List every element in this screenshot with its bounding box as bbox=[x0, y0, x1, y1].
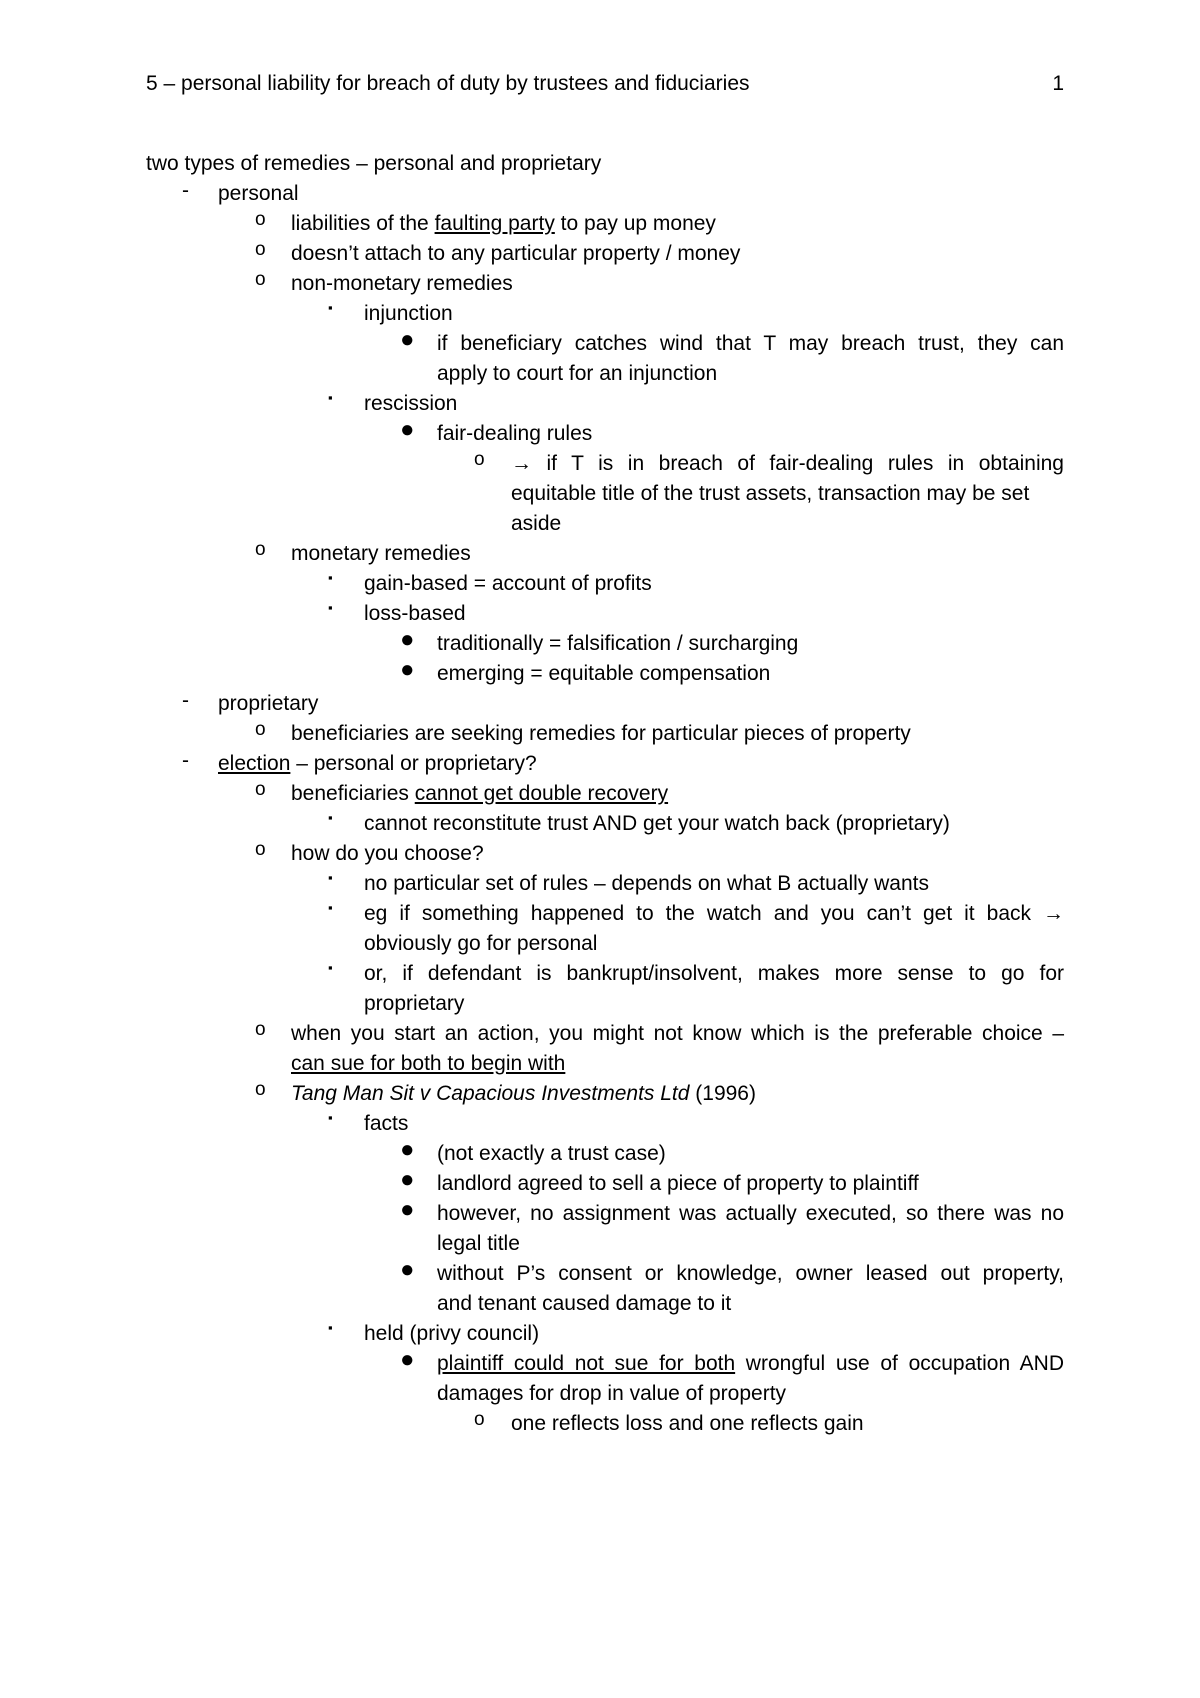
outline-line-continuation bbox=[0, 989, 1200, 1019]
outline-text bbox=[437, 1199, 1064, 1229]
underlined-text: cannot get double recovery bbox=[414, 782, 669, 805]
outline-text bbox=[364, 389, 1064, 419]
outline-text bbox=[437, 419, 1064, 449]
square-bullet: ▪ bbox=[328, 900, 333, 915]
case-name: Tang Man Sit v Capacious Investments Ltd bbox=[291, 1082, 690, 1105]
outline-text bbox=[291, 839, 1064, 869]
text-segment: or, if defendant is bankrupt/insolvent, makes more sense to go for bbox=[364, 962, 1064, 985]
dot-bullet: ● bbox=[400, 1346, 415, 1373]
text-segment: held (privy council) bbox=[364, 1322, 540, 1345]
text-segment: traditionally = falsification / surcharging bbox=[437, 632, 799, 655]
outline-line-continuation bbox=[0, 359, 1200, 389]
outline-item bbox=[0, 299, 1200, 329]
dot-bullet: ● bbox=[400, 1256, 415, 1283]
text-segment: if beneficiary catches wind that T may breach trust, they can bbox=[437, 332, 1064, 355]
outline-item bbox=[0, 1346, 1200, 1379]
outline-item bbox=[0, 389, 1200, 419]
outline-item bbox=[0, 1319, 1200, 1349]
square-bullet: ▪ bbox=[328, 570, 333, 585]
outline-text bbox=[291, 1049, 1064, 1079]
text-segment: equitable title of the trust assets, transaction may be set bbox=[511, 482, 1030, 505]
text-segment: doesn’t attach to any particular property / money bbox=[291, 242, 741, 265]
circle-bullet: o bbox=[255, 269, 266, 290]
text-segment: apply to court for an injunction bbox=[437, 362, 718, 385]
outline-item bbox=[0, 1166, 1200, 1199]
outline-text bbox=[291, 779, 1064, 809]
text-segment: cannot reconstitute trust AND get your watch back (proprietary) bbox=[364, 812, 950, 835]
outline-text bbox=[437, 1229, 1064, 1259]
outline-text bbox=[364, 899, 1064, 929]
circle-bullet: o bbox=[474, 1409, 485, 1430]
outline-text bbox=[364, 599, 1064, 629]
outline-item bbox=[0, 1136, 1200, 1169]
underlined-text: election bbox=[218, 752, 291, 775]
outline-text bbox=[437, 1259, 1064, 1289]
outline-text bbox=[364, 869, 1064, 899]
outline-item bbox=[0, 749, 1200, 779]
text-segment: landlord agreed to sell a piece of property to plaintiff bbox=[437, 1172, 919, 1195]
text-segment: without P’s consent or knowledge, owner leased out property, bbox=[437, 1262, 1064, 1285]
circle-bullet: o bbox=[255, 1079, 266, 1100]
underlined-text: plaintiff could not sue for both bbox=[437, 1352, 736, 1375]
outline-text bbox=[364, 929, 1064, 959]
outline-text bbox=[437, 1139, 1064, 1169]
text-segment: however, no assignment was actually executed, so there was no bbox=[437, 1202, 1064, 1225]
underlined-text: faulting party bbox=[434, 212, 555, 235]
dot-bullet: ● bbox=[400, 1166, 415, 1193]
outline-item bbox=[0, 1409, 1200, 1439]
outline-item bbox=[0, 1079, 1200, 1109]
outline-item bbox=[0, 809, 1200, 839]
text-segment: monetary remedies bbox=[291, 542, 471, 565]
text-segment: beneficiaries bbox=[291, 782, 415, 805]
text-segment: facts bbox=[364, 1112, 409, 1135]
circle-bullet: o bbox=[255, 539, 266, 560]
outline-item bbox=[0, 179, 1200, 209]
outline-item bbox=[0, 416, 1200, 449]
text-segment: → if T is in breach of fair-dealing rules in obtaining bbox=[511, 452, 1064, 475]
dash-bullet: - bbox=[182, 179, 189, 202]
text-segment: liabilities of the bbox=[291, 212, 435, 235]
outline-text bbox=[364, 959, 1064, 989]
circle-bullet: o bbox=[255, 779, 266, 800]
outline-text bbox=[291, 539, 1064, 569]
text-segment: rescission bbox=[364, 392, 458, 415]
outline-text bbox=[364, 809, 1064, 839]
square-bullet: ▪ bbox=[328, 1320, 333, 1335]
outline-text bbox=[511, 509, 1064, 539]
outline-text bbox=[291, 209, 1064, 239]
outline-item bbox=[0, 839, 1200, 869]
text-segment: and tenant caused damage to it bbox=[437, 1292, 732, 1315]
outline-text bbox=[511, 1409, 1064, 1439]
circle-bullet: o bbox=[474, 449, 485, 470]
text-segment: eg if something happened to the watch and you can’t get it back → bbox=[364, 902, 1064, 925]
circle-bullet: o bbox=[255, 839, 266, 860]
outline-line-continuation bbox=[0, 929, 1200, 959]
page-header bbox=[146, 72, 1064, 102]
outline-item bbox=[0, 1196, 1200, 1229]
page-title: 5 – personal liability for breach of duty by trustees and fiduciaries bbox=[146, 72, 750, 95]
outline-item bbox=[0, 869, 1200, 899]
text-segment: when you start an action, you might not know which is the preferable choice – bbox=[291, 1022, 1064, 1045]
page-number: 1 bbox=[1052, 72, 1064, 95]
outline-text bbox=[291, 1079, 1064, 1109]
outline-text bbox=[511, 449, 1064, 479]
dash-bullet: - bbox=[182, 689, 189, 712]
outline-item bbox=[0, 1109, 1200, 1139]
outline-item bbox=[0, 656, 1200, 689]
text-segment: – personal or proprietary? bbox=[290, 752, 537, 775]
outline-text bbox=[437, 1169, 1064, 1199]
outline-text bbox=[437, 329, 1064, 359]
outline-line-continuation bbox=[0, 1289, 1200, 1319]
outline-line-continuation bbox=[0, 1049, 1200, 1079]
outline-text bbox=[218, 179, 1064, 209]
outline-item bbox=[0, 326, 1200, 359]
outline-item bbox=[0, 689, 1200, 719]
outline-text bbox=[437, 1379, 1064, 1409]
text-segment: injunction bbox=[364, 302, 453, 325]
outline-text bbox=[146, 149, 1064, 179]
text-segment: wrongful use of occupation AND bbox=[735, 1352, 1064, 1375]
text-segment: (1996) bbox=[689, 1082, 756, 1105]
outline-line-continuation bbox=[0, 1379, 1200, 1409]
text-segment: damages for drop in value of property bbox=[437, 1382, 787, 1405]
text-segment: proprietary bbox=[364, 992, 465, 1015]
text-segment: gain-based = account of profits bbox=[364, 572, 652, 595]
outline-text bbox=[291, 239, 1064, 269]
square-bullet: ▪ bbox=[328, 600, 333, 615]
text-segment: legal title bbox=[437, 1232, 520, 1255]
text-segment: to pay up money bbox=[554, 212, 716, 235]
outline-item bbox=[0, 449, 1200, 479]
circle-bullet: o bbox=[255, 1019, 266, 1040]
outline-item bbox=[0, 239, 1200, 269]
text-segment: personal bbox=[218, 182, 299, 205]
outline-text bbox=[437, 1349, 1064, 1379]
outline-item bbox=[0, 1256, 1200, 1289]
text-segment: how do you choose? bbox=[291, 842, 484, 865]
text-segment: aside bbox=[511, 512, 562, 535]
dot-bullet: ● bbox=[400, 326, 415, 353]
underlined-text: can sue for both to begin with bbox=[291, 1052, 566, 1075]
dot-bullet: ● bbox=[400, 626, 415, 653]
outline-item bbox=[0, 719, 1200, 749]
outline-text bbox=[291, 269, 1064, 299]
circle-bullet: o bbox=[255, 239, 266, 260]
text-segment: one reflects loss and one reflects gain bbox=[511, 1412, 864, 1435]
outline-text bbox=[364, 569, 1064, 599]
text-segment: (not exactly a trust case) bbox=[437, 1142, 666, 1165]
text-segment: beneficiaries are seeking remedies for particular pieces of property bbox=[291, 722, 911, 745]
text-segment: obviously go for personal bbox=[364, 932, 598, 955]
dot-bullet: ● bbox=[400, 1196, 415, 1223]
outline-text bbox=[291, 1019, 1064, 1049]
outline-item bbox=[0, 1019, 1200, 1049]
text-segment: proprietary bbox=[218, 692, 319, 715]
outline-text bbox=[437, 659, 1064, 689]
square-bullet: ▪ bbox=[328, 300, 333, 315]
outline-text bbox=[437, 629, 1064, 659]
outline-text bbox=[437, 1289, 1064, 1319]
square-bullet: ▪ bbox=[328, 810, 333, 825]
outline-item bbox=[0, 779, 1200, 809]
circle-bullet: o bbox=[255, 209, 266, 230]
outline-line-continuation bbox=[0, 509, 1200, 539]
circle-bullet: o bbox=[255, 719, 266, 740]
outline-item bbox=[0, 569, 1200, 599]
outline-text bbox=[364, 1109, 1064, 1139]
outline-item bbox=[0, 269, 1200, 299]
outline-text bbox=[364, 1319, 1064, 1349]
outline-item bbox=[0, 626, 1200, 659]
outline-item bbox=[0, 959, 1200, 989]
text-segment: no particular set of rules – depends on what B actually wants bbox=[364, 872, 929, 895]
text-segment: loss-based bbox=[364, 602, 466, 625]
square-bullet: ▪ bbox=[328, 870, 333, 885]
outline-text bbox=[364, 299, 1064, 329]
outline-line-continuation bbox=[0, 479, 1200, 509]
outline-text bbox=[437, 359, 1064, 389]
outline-item bbox=[0, 899, 1200, 929]
square-bullet: ▪ bbox=[328, 1110, 333, 1125]
outline-text bbox=[218, 749, 1064, 779]
outline-text bbox=[511, 479, 1064, 509]
square-bullet: ▪ bbox=[328, 390, 333, 405]
dash-bullet: - bbox=[182, 749, 189, 772]
text-segment: non-monetary remedies bbox=[291, 272, 513, 295]
outline-item bbox=[0, 599, 1200, 629]
outline-text bbox=[291, 719, 1064, 749]
outline-text bbox=[364, 989, 1064, 1019]
dot-bullet: ● bbox=[400, 416, 415, 443]
outline-item bbox=[0, 209, 1200, 239]
outline-line-continuation bbox=[0, 1229, 1200, 1259]
text-segment: fair-dealing rules bbox=[437, 422, 593, 445]
text-segment: two types of remedies – personal and proprietary bbox=[146, 152, 602, 175]
outline-item bbox=[0, 149, 1200, 179]
outline-text bbox=[218, 689, 1064, 719]
text-segment: emerging = equitable compensation bbox=[437, 662, 771, 685]
dot-bullet: ● bbox=[400, 1136, 415, 1163]
dot-bullet: ● bbox=[400, 656, 415, 683]
square-bullet: ▪ bbox=[328, 960, 333, 975]
outline-item bbox=[0, 539, 1200, 569]
